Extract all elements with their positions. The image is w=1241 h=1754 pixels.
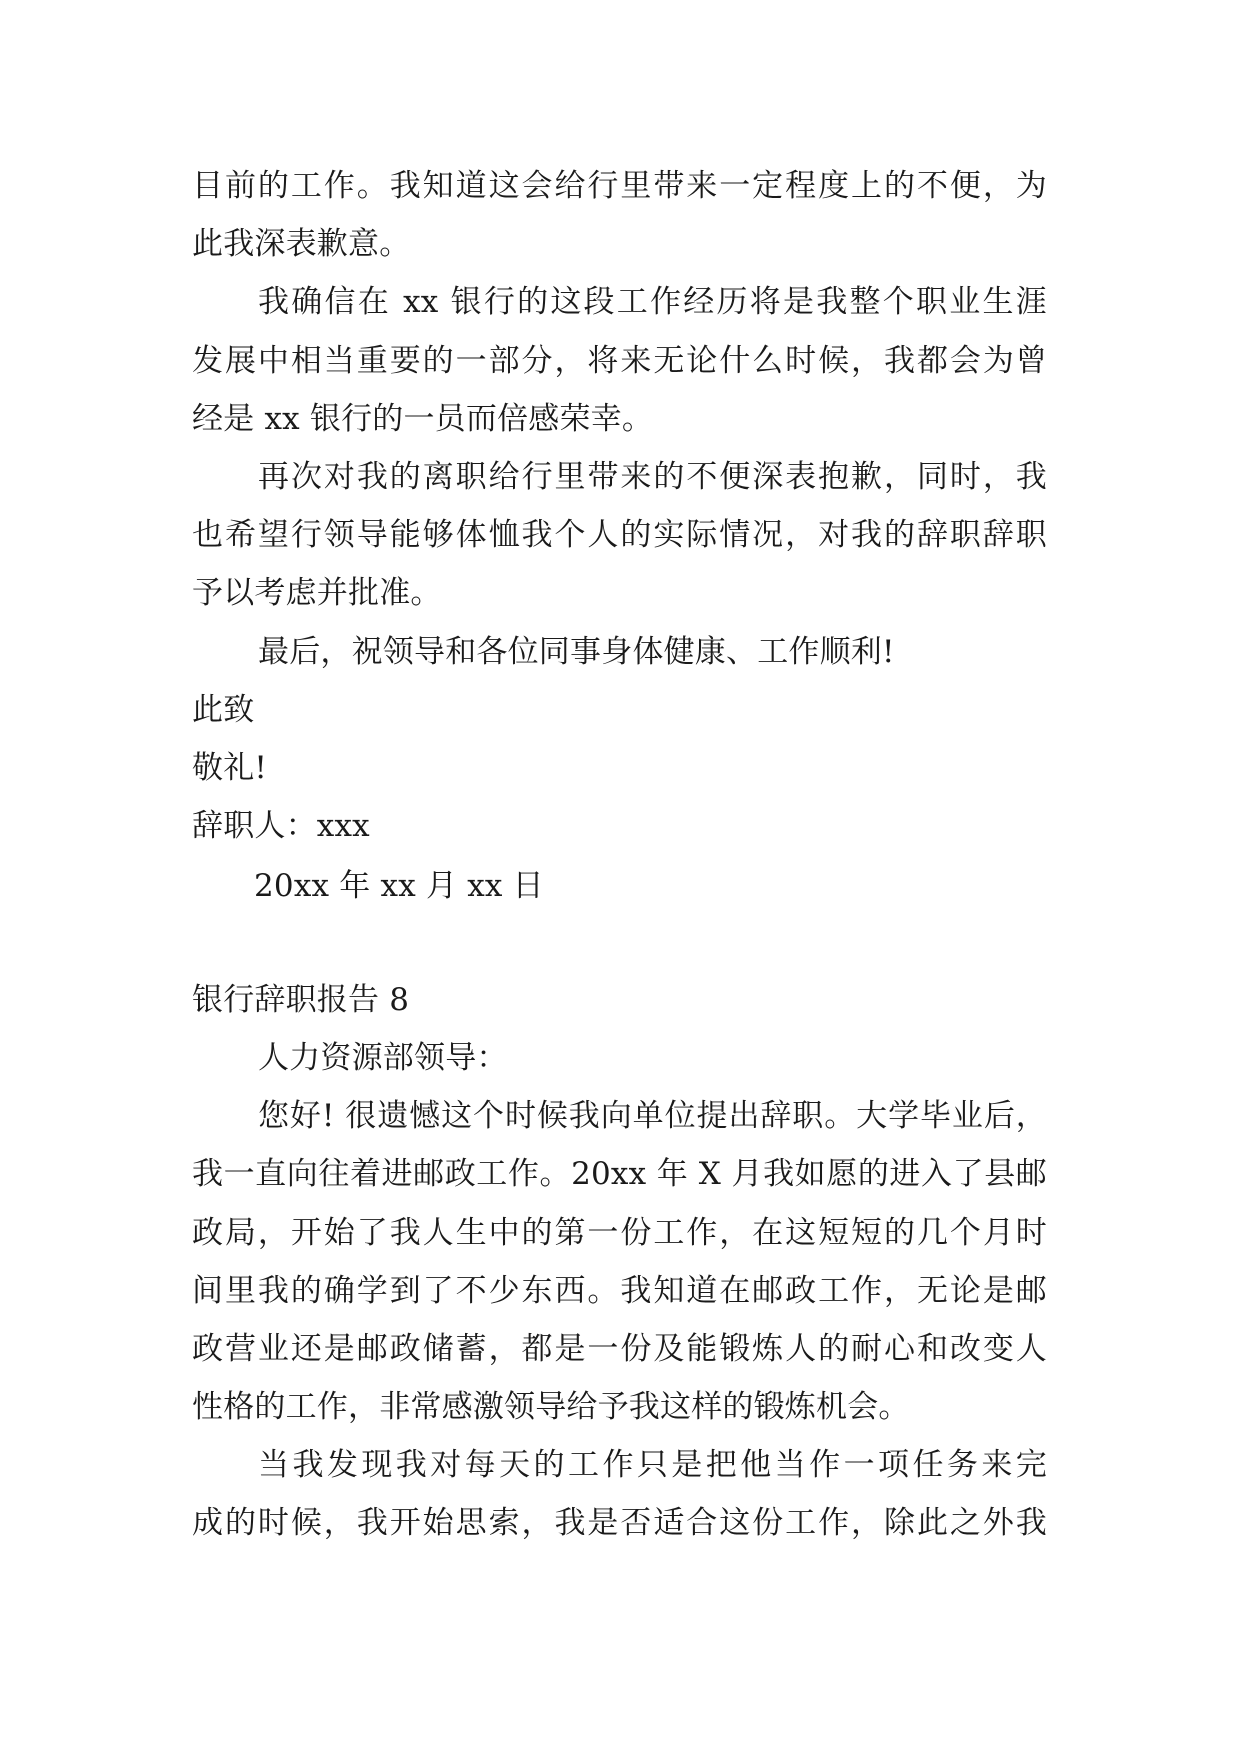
paragraph-line: 此我深表歉意。: [192, 226, 411, 262]
salutation: 此致: [192, 692, 255, 728]
salutation: 敬礼!: [192, 750, 268, 786]
paragraph-line: 也希望行领导能够体恤我个人的实际情况，对我的辞职辞职: [192, 517, 1047, 553]
signature-name: 辞职人：xxx: [192, 808, 370, 844]
paragraph-line: 发展中相当重要的一部分，将来无论什么时候，我都会为曾: [192, 343, 1047, 379]
paragraph-line: 成的时候，我开始思索，我是否适合这份工作，除此之外我: [192, 1505, 1047, 1541]
paragraph-line: 政营业还是邮政储蓄，都是一份及能锻炼人的耐心和改变人: [192, 1331, 1047, 1367]
paragraph-line: 经是 xx 银行的一员而倍感荣幸。: [192, 401, 654, 437]
paragraph-line: 再次对我的离职给行里带来的不便深表抱歉，同时，我: [258, 459, 1047, 495]
signature-date: 20xx 年 xx 月 xx 日: [254, 868, 544, 904]
paragraph-line: 您好! 很遗憾这个时候我向单位提出辞职。大学毕业后，: [258, 1098, 1047, 1134]
paragraph-line: 予以考虑并批准。: [192, 575, 442, 611]
paragraph-line: 目前的工作。我知道这会给行里带来一定程度上的不便，为: [192, 168, 1047, 204]
letter-greeting: 人力资源部领导：: [258, 1040, 508, 1076]
paragraph-line: 性格的工作，非常感激领导给予我这样的锻炼机会。: [192, 1389, 910, 1425]
paragraph-line: 当我发现我对每天的工作只是把他当作一项任务来完: [258, 1447, 1047, 1483]
paragraph-line: 我一直向往着进邮政工作。20xx 年 X 月我如愿的进入了县邮: [192, 1156, 1047, 1192]
section-title: 银行辞职报告 8: [192, 982, 410, 1018]
paragraph-line: 政局，开始了我人生中的第一份工作，在这短短的几个月时: [192, 1215, 1047, 1251]
paragraph-line: 我确信在 xx 银行的这段工作经历将是我整个职业生涯: [258, 284, 1047, 320]
closing-wish: 最后，祝领导和各位同事身体健康、工作顺利!: [258, 634, 895, 670]
paragraph-line: 间里我的确学到了不少东西。我知道在邮政工作，无论是邮: [192, 1273, 1047, 1309]
